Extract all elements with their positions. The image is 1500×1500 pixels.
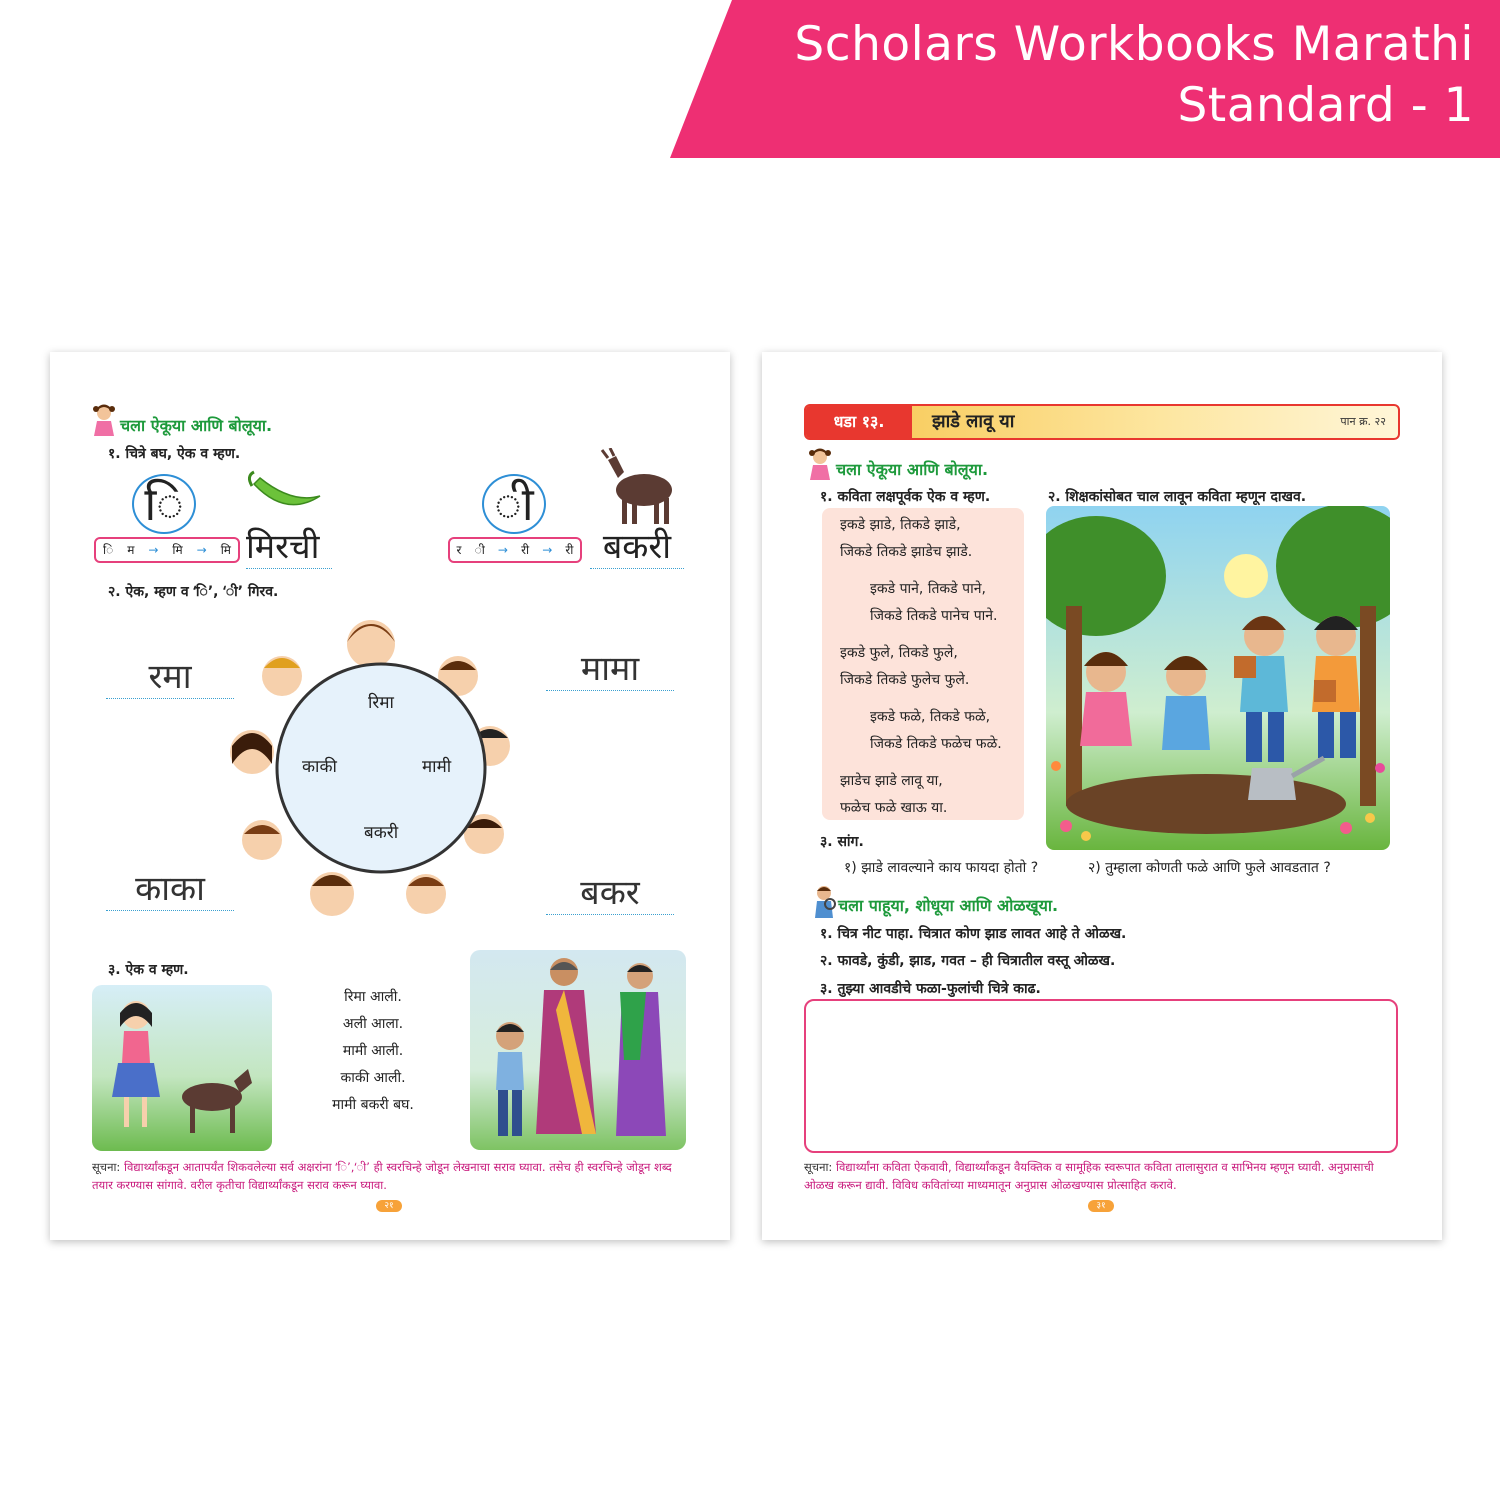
right-question-2: २. शिक्षकांसोबत चाल लावून कविता म्हणून दाखव. (1048, 489, 1307, 505)
page-reference: पान क्र. २२ (1340, 415, 1386, 428)
word-bakri: बकरी (590, 522, 684, 569)
chain1-step3: मि (172, 543, 183, 557)
poem-line: इकडे झाडे, तिकडे झाडे, (840, 517, 961, 533)
sentence-1: रिमा आली. (344, 989, 402, 1005)
chain2-step4: री (565, 543, 574, 557)
left-heading-listen-speak: चला ऐकूया आणि बोलूया. (120, 416, 273, 435)
children-planting-trees-illustration (1046, 506, 1390, 850)
poem-line: इकडे पाने, तिकडे पाने, (870, 581, 986, 597)
lesson-number: धडा १३. (806, 406, 912, 438)
right-task-2: २. फावडे, कुंडी, झाड, गवत – ही चित्रातील वस्तू ओळख. (820, 953, 1116, 969)
right-question-3: ३. सांग. (820, 834, 864, 850)
vowel-sign-circle-1: ि (132, 474, 196, 534)
banner-title-line1: Scholars Workbooks Marathi (794, 17, 1474, 72)
word-mirchi: मिरची (246, 522, 332, 569)
circle-word-4: बकरी (364, 823, 399, 843)
right-question-1: १. कविता लक्षपूर्वक ऐक व म्हण. (820, 489, 991, 505)
poem-line: झाडेच झाडे लावू या, (840, 773, 943, 789)
circle-word-1: रिमा (368, 693, 394, 713)
sentence-4: काकी आली. (340, 1070, 406, 1086)
girl-mascot-icon (92, 404, 116, 438)
trace-word-3: काका (106, 864, 234, 911)
poem-line: जिकडे तिकडे फळेच फळे. (870, 736, 1002, 752)
left-note-text: विद्यार्थ्यांकडून आतापर्यंत शिकवलेल्या सर्व अक्षरांना ‘ि’,‘ी’ ही स्वरचिन्हे जोडून लेखनाचा सराव घ्यावा. तसेच ही स्वरचिन्हे जोडून शब्द तयार करण्यास सांगावे. वरील कृतीचा विद्यार्थ्यांकडून सराव करून घ्यावा. (92, 1160, 672, 1192)
trace-word-4: बकर (546, 868, 674, 915)
chain1-step4: मि (220, 543, 231, 557)
right-heading-listen-speak: चला ऐकूया आणि बोलूया. (836, 460, 989, 479)
poem-stanza-2 (840, 576, 1024, 630)
right-heading-see-find-identify: चला पाहूया, शोधूया आणि ओळखूया. (838, 896, 1059, 915)
poem-line: जिकडे तिकडे पानेच पाने. (870, 608, 998, 624)
girl-with-goat-illustration (92, 985, 272, 1151)
right-note-label: सूचना: (804, 1160, 833, 1174)
lesson-header-bar (804, 404, 1400, 440)
drawing-box[interactable] (804, 999, 1398, 1153)
chain1-step1: ि (102, 543, 114, 557)
sentence-5: मामी बकरी बघ. (332, 1097, 414, 1113)
right-instruction-note (804, 1158, 1404, 1194)
sentence-2: अली आला. (342, 1016, 404, 1032)
chain2-step2: ी (474, 543, 485, 557)
left-question-1: १. चित्रे बघ, ऐक व म्हण. (108, 446, 241, 462)
banner-title-line2: Standard - 1 (1177, 78, 1474, 133)
family-illustration (470, 950, 686, 1150)
question-3-part-a: १) झाडे लावल्याने काय फायदा होतो ? (844, 860, 1039, 876)
right-task-1: १. चित्र नीट पाहा. चित्रात कोण झाड लावत आहे ते ओळख. (820, 926, 1127, 942)
left-page-number: २१ (376, 1200, 402, 1212)
poem-line: इकडे फुले, तिकडे फुले, (840, 645, 958, 661)
question-3-part-b: २) तुम्हाला कोणती फळे आणि फुले आवडतात ? (1088, 860, 1331, 876)
left-note-label: सूचना: (92, 1160, 121, 1174)
chain2-step1: र (456, 543, 462, 557)
lesson-title: झाडे लावू या (932, 411, 1015, 432)
sentence-list (320, 984, 426, 1119)
poem-stanza-5 (840, 768, 1024, 822)
banner-title (794, 14, 1474, 136)
poem-stanza-3 (840, 640, 1024, 694)
left-question-2: २. ऐक, म्हण व ‘ि’, ‘ी’ गिरव. (108, 584, 279, 600)
poem-line: जिकडे तिकडे झाडेच झाडे. (840, 544, 973, 560)
poem-line: फळेच फळे खाऊ या. (840, 800, 948, 816)
circle-word-2: काकी (302, 757, 337, 777)
letter-formation-chain-1: ि म → मि → मि (94, 537, 240, 563)
poem-stanza-1 (840, 512, 1024, 566)
left-page (50, 352, 730, 1240)
poem-box (822, 508, 1024, 820)
sentence-3: मामी आली. (342, 1043, 404, 1059)
left-question-3: ३. ऐक व म्हण. (108, 962, 189, 978)
poem-line: इकडे फळे, तिकडे फळे, (870, 709, 991, 725)
right-page (762, 352, 1442, 1240)
right-task-3: ३. तुझ्या आवडीचे फळा-फुलांची चित्रे काढ. (820, 981, 1041, 997)
poem-stanza-4 (840, 704, 1024, 758)
circle-word-3: मामी (422, 757, 452, 777)
vowel-sign-circle-2: ी (482, 474, 546, 534)
left-instruction-note (92, 1158, 692, 1194)
right-note-text: विद्यार्थ्यांना कविता ऐकवावी, विद्यार्थ्यांकडून वैयक्तिक व सामूहिक स्वरूपात कविता तालासुरात व साभिनय म्हणून घ्यावी. अनुप्रासाची ओळख करून द्यावी. विविध कवितांच्या माध्यमातून अनुप्रास ओळखण्यास प्रोत्साहित करावे. (804, 1160, 1374, 1192)
letter-formation-chain-2: र ी → री → री (448, 537, 582, 563)
goat-icon (594, 448, 680, 528)
right-page-number: ३१ (1088, 1200, 1114, 1212)
chili-pepper-icon (246, 470, 326, 520)
trace-word-1: रमा (106, 652, 234, 699)
chain2-step3: री (521, 543, 530, 557)
chain1-step2: म (127, 543, 135, 557)
poem-line: जिकडे तिकडे फुलेच फुले. (840, 672, 970, 688)
trace-word-2: मामा (546, 644, 674, 691)
children-circle-illustration (226, 614, 516, 924)
girl-mascot-icon (808, 448, 832, 482)
boy-with-magnifier-icon (812, 884, 836, 920)
